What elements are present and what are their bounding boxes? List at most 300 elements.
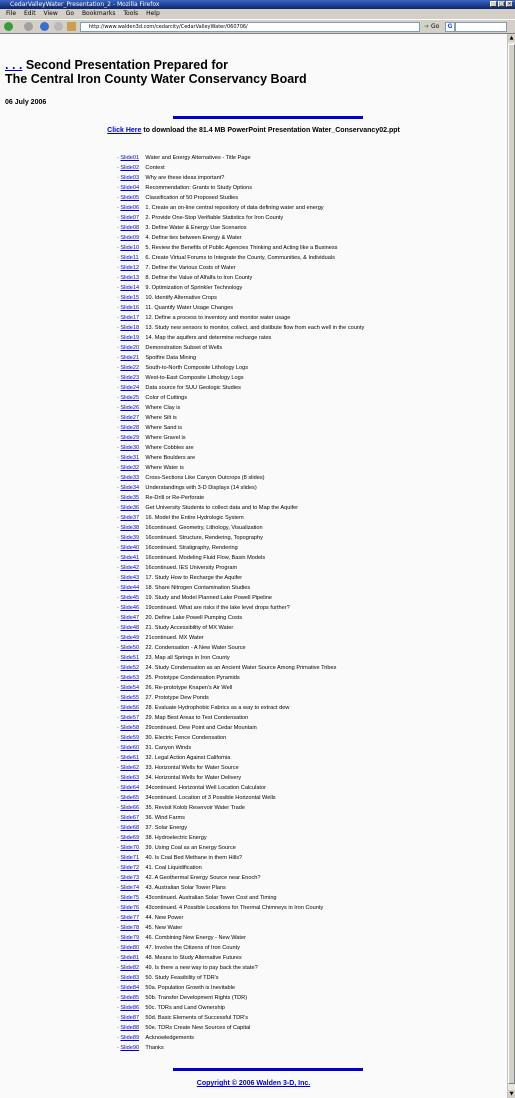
slide-link[interactable]: Slide34 (120, 485, 140, 491)
slide-link[interactable]: Slide31 (120, 455, 140, 461)
bullet-dash: - (117, 225, 121, 231)
slide-list-item (117, 373, 364, 383)
slide-list-item (117, 503, 364, 513)
slide-title: 41. Coal Liquidification (145, 865, 202, 871)
slide-link[interactable]: Slide44 (120, 585, 140, 591)
slide-title: 38. Hydroelectric Energy (145, 835, 207, 841)
slide-title: 37. Solar Energy (145, 825, 188, 831)
slide-link[interactable]: Slide68 (120, 825, 140, 831)
slide-list-item (117, 513, 364, 523)
heading-line2: The Central Iron County Water Conservancy Board (5, 72, 307, 86)
slide-list-item (117, 533, 364, 543)
slide-link[interactable]: Slide17 (120, 315, 140, 321)
download-line (0, 127, 507, 134)
bullet-dash: - (117, 235, 121, 241)
slide-title: 33. Horizontal Wells for Water Source (145, 765, 239, 771)
slide-link[interactable]: Slide15 (120, 295, 140, 301)
slide-list-item (117, 763, 364, 773)
address-bar[interactable]: http://www.walden3d.com/cedarcity/CedarValleyWater/060706/ (80, 22, 420, 32)
slide-title: Acknowledgements (145, 1035, 194, 1041)
slide-list-item (117, 253, 364, 263)
slide-link[interactable]: Slide35 (120, 495, 140, 501)
bullet-dash: - (117, 995, 121, 1001)
slide-link[interactable]: Slide57 (120, 715, 140, 721)
bullet-dash: - (117, 825, 121, 831)
slide-title: 19continued. What are risks if the lake level drops further? (145, 605, 290, 611)
bullet-dash: - (117, 965, 121, 971)
slide-title: 29continued. Dew Point and Cedar Mountain (145, 725, 257, 731)
bullet-dash: - (117, 675, 121, 681)
slide-link[interactable]: Slide55 (120, 695, 140, 701)
slide-list-item (117, 683, 364, 693)
bullet-dash: - (117, 175, 121, 181)
slide-link[interactable]: Slide43 (120, 575, 140, 581)
bullet-dash: - (117, 955, 121, 961)
slide-link[interactable]: Slide65 (120, 795, 140, 801)
slide-list-item (117, 903, 364, 913)
slide-link[interactable]: Slide48 (120, 625, 140, 631)
slide-link[interactable]: Slide79 (120, 935, 140, 941)
slide-title: 6. Create Virtual Forums to Integrate the County, Communities, & Individuals (145, 255, 335, 261)
slide-list-item (117, 333, 364, 343)
bullet-dash: - (117, 405, 121, 411)
slide-link[interactable]: Slide10 (120, 245, 140, 251)
slide-link[interactable]: Slide01 (120, 155, 140, 161)
slide-link[interactable]: Slide05 (120, 195, 140, 201)
slide-link[interactable]: Slide21 (120, 355, 140, 361)
slide-link[interactable]: Slide08 (120, 225, 140, 231)
slide-list-item (117, 363, 364, 373)
bullet-dash: - (117, 425, 121, 431)
slide-list-item (117, 163, 364, 173)
copyright-link[interactable]: Copyright © 2006 Walden 3-D, Inc. (196, 1080, 311, 1087)
bullet-dash: - (117, 595, 121, 601)
slide-title: Re-Drill or Re-Perforate (145, 495, 205, 501)
slide-list-item (117, 213, 364, 223)
slide-link[interactable]: Slide07 (120, 215, 140, 221)
slide-link[interactable]: Slide64 (120, 785, 140, 791)
bullet-dash: - (117, 485, 121, 491)
slide-list-item (117, 943, 364, 953)
slide-list-item (117, 833, 364, 843)
slide-link[interactable]: Slide47 (120, 615, 140, 621)
scroll-up-icon[interactable]: ▲ (509, 35, 514, 41)
download-link[interactable]: Click Here (107, 127, 142, 134)
back-icon[interactable] (4, 22, 13, 31)
slide-list-item (117, 353, 364, 363)
slide-title: 16continued. IES University Program (145, 565, 238, 571)
slide-list-item (117, 643, 364, 653)
slide-list-item (117, 883, 364, 893)
slide-link[interactable]: Slide13 (120, 275, 140, 281)
slide-link[interactable]: Slide76 (120, 905, 140, 911)
slide-list-item (117, 463, 364, 473)
slide-list-item (117, 603, 364, 613)
bullet-dash: - (117, 1015, 121, 1021)
bullet-dash: - (117, 585, 121, 591)
slide-list-item (117, 923, 364, 933)
slide-title: 2. Provide One-Stop Verifiable Statistics for Iron County (145, 215, 284, 221)
bullet-dash: - (117, 205, 121, 211)
slide-title: 16. Model the Entire Hydrologic System (145, 515, 244, 521)
slide-list-item (117, 393, 364, 403)
slide-link[interactable]: Slide22 (120, 365, 140, 371)
bullet-dash: - (117, 765, 121, 771)
slide-list-item (117, 273, 364, 283)
slide-link[interactable]: Slide80 (120, 945, 140, 951)
slide-title: 11. Quantify Water Usage Changes (145, 305, 234, 311)
slide-link[interactable]: Slide54 (120, 685, 140, 691)
slide-list-item (117, 443, 364, 453)
bullet-dash: - (117, 375, 121, 381)
slide-title: Understandings with 3-D Displays (14 slides) (145, 485, 257, 491)
slide-link[interactable]: Slide52 (120, 665, 140, 671)
slide-link[interactable]: Slide85 (120, 995, 140, 1001)
forward-icon[interactable] (24, 22, 33, 31)
bullet-dash: - (117, 315, 121, 321)
slide-link[interactable]: Slide60 (120, 745, 140, 751)
scroll-thumb[interactable] (508, 44, 515, 1084)
slide-title: 43. Australian Solar Tower Plans (145, 885, 226, 891)
slide-title: Classification of 50 Proposed Studies (145, 195, 239, 201)
slide-link[interactable]: Slide45 (120, 595, 140, 601)
slide-link[interactable]: Slide38 (120, 525, 140, 531)
slide-link[interactable]: Slide74 (120, 885, 140, 891)
slide-link[interactable]: Slide32 (120, 465, 140, 471)
bullet-dash: - (117, 975, 121, 981)
slide-title: Cross-Sections Like Canyon Outcrops (8 slides) (145, 475, 265, 481)
slide-link[interactable]: Slide58 (120, 725, 140, 731)
slide-title: 20. Define Lake Powell Pumping Costs (145, 615, 243, 621)
slide-link[interactable]: Slide67 (120, 815, 140, 821)
slide-list-item (117, 473, 364, 483)
bullet-dash: - (117, 635, 121, 641)
slide-link[interactable]: Slide89 (120, 1035, 140, 1041)
slide-title: 29. Map Best Areas to Test Condensation (145, 715, 249, 721)
bullet-dash: - (117, 545, 121, 551)
google-icon[interactable]: G (445, 22, 455, 32)
slide-list-item (117, 613, 364, 623)
slide-link[interactable]: Slide87 (120, 1015, 140, 1021)
slide-title: 19. Study and Model Planned Lake Powell Pipeline (145, 595, 272, 601)
bullet-dash: - (117, 445, 121, 451)
slide-title: 44. New Power (145, 915, 184, 921)
menu-bookmarks[interactable]: Bookmarks (81, 10, 116, 17)
slide-list-item (117, 963, 364, 973)
slide-link[interactable]: Slide14 (120, 285, 140, 291)
bullet-dash: - (117, 615, 121, 621)
slide-link[interactable]: Slide37 (120, 515, 140, 521)
home-icon[interactable] (67, 22, 76, 31)
slide-list-item (117, 523, 364, 533)
bullet-dash: - (117, 895, 121, 901)
slide-list-item (117, 893, 364, 903)
bullet-dash: - (117, 165, 121, 171)
slide-title: Where Clay is (145, 405, 181, 411)
slide-list-item (117, 663, 364, 673)
bullet-dash: - (117, 655, 121, 661)
slide-list-item (117, 653, 364, 663)
slide-link[interactable]: Slide42 (120, 565, 140, 571)
slide-list-item (117, 263, 364, 273)
go-label: Go (430, 23, 440, 30)
copyright-line (0, 1080, 507, 1087)
slide-title: 21. Study Accessibility of MX Water (145, 625, 234, 631)
bullet-dash: - (117, 665, 121, 671)
slide-title: 43continued. 4 Possible Locations for Thermal Chimneys in Iron County (145, 905, 324, 911)
slide-title: 50a. Population Growth is Inevitable (145, 985, 235, 991)
slide-list-item (117, 633, 364, 643)
slide-link[interactable]: Slide20 (120, 345, 140, 351)
slide-list-item (117, 573, 364, 583)
slide-title: Recommendation: Grants to Study Options (145, 185, 253, 191)
slide-list-item (117, 733, 364, 743)
stop-icon[interactable] (54, 22, 63, 31)
navigation-toolbar (0, 19, 515, 34)
slide-list-item (117, 913, 364, 923)
slide-list-item (117, 413, 364, 423)
slide-link[interactable]: Slide88 (120, 1025, 140, 1031)
page-date: 06 July 2006 (5, 99, 47, 106)
menu-tools[interactable]: Tools (123, 10, 139, 17)
bullet-dash: - (117, 845, 121, 851)
slide-list-item (117, 693, 364, 703)
bullet-dash: - (117, 395, 121, 401)
vertical-scrollbar[interactable] (507, 34, 515, 1098)
slide-link[interactable]: Slide82 (120, 965, 140, 971)
slide-title: 43continued. Australian Solar Tower Cost and Timing (145, 895, 277, 901)
slide-link[interactable]: Slide53 (120, 675, 140, 681)
slide-link[interactable]: Slide23 (120, 375, 140, 381)
bullet-dash: - (117, 1005, 121, 1011)
minimize-button[interactable]: _ (490, 1, 497, 7)
slide-title: Where Gravel is (145, 435, 186, 441)
slide-link[interactable]: Slide11 (120, 255, 139, 261)
slide-title: 21continued. MX Water (145, 635, 204, 641)
bullet-dash: - (117, 325, 121, 331)
bullet-dash: - (117, 255, 121, 261)
bullet-dash: - (117, 815, 121, 821)
menu-edit[interactable]: Edit (23, 10, 36, 17)
slide-link[interactable]: Slide84 (120, 985, 140, 991)
slide-link[interactable]: Slide16 (120, 305, 140, 311)
slide-list-item (117, 303, 364, 313)
search-input[interactable] (455, 22, 507, 32)
slide-link[interactable]: Slide70 (120, 845, 140, 851)
slide-list-item (117, 793, 364, 803)
slide-list-item (117, 583, 364, 593)
slide-link[interactable]: Slide02 (120, 165, 140, 171)
scroll-down-icon[interactable]: ▼ (509, 1091, 514, 1097)
slide-link[interactable]: Slide27 (120, 415, 140, 421)
slide-list-item (117, 563, 364, 573)
slide-list-item (117, 403, 364, 413)
bullet-dash: - (117, 465, 121, 471)
bullet-dash: - (117, 985, 121, 991)
slide-title: 50c. TDRs and Land Ownership (145, 1005, 225, 1011)
slide-title: Color of Cuttings (145, 395, 188, 401)
bullet-dash: - (117, 455, 121, 461)
slide-title: Data source for SUU Geologic Studies (145, 385, 241, 391)
slide-link[interactable]: Slide66 (120, 805, 140, 811)
slide-link[interactable]: Slide09 (120, 235, 140, 241)
bullet-dash: - (117, 775, 121, 781)
slide-link[interactable]: Slide63 (120, 775, 140, 781)
slide-title: 40. Is Coal Bed Methane in them Hills? (145, 855, 243, 861)
slide-link[interactable]: Slide19 (120, 335, 140, 341)
slide-link[interactable]: Slide24 (120, 385, 140, 391)
slide-list-item (117, 853, 364, 863)
slide-title: 12. Define a process to inventory and monitor water usage (145, 315, 291, 321)
bullet-dash: - (117, 1035, 121, 1041)
slide-list-item (117, 313, 364, 323)
slide-title: 50b. Transfer Development Rights (TDR) (145, 995, 248, 1001)
slide-link[interactable]: Slide33 (120, 475, 140, 481)
menu-bar (0, 9, 515, 19)
slide-list-item (117, 983, 364, 993)
bullet-dash: - (117, 565, 121, 571)
slide-link[interactable]: Slide59 (120, 735, 140, 741)
slide-list-item (117, 323, 364, 333)
slide-link[interactable]: Slide28 (120, 425, 140, 431)
slide-list-item (117, 423, 364, 433)
slide-link[interactable]: Slide78 (120, 925, 140, 931)
page-title (5, 58, 307, 86)
slide-list-item (117, 1033, 364, 1043)
slide-title: Water and Energy Alternatives - Title Page (145, 155, 251, 161)
bullet-dash: - (117, 185, 121, 191)
slide-link[interactable]: Slide12 (120, 265, 140, 271)
bullet-dash: - (117, 295, 121, 301)
slide-link[interactable]: Slide41 (120, 555, 140, 561)
slide-link[interactable]: Slide51 (120, 655, 140, 661)
close-button[interactable]: × (507, 1, 512, 7)
slide-title: 16continued. Structure, Rendering, Topography (145, 535, 263, 541)
bullet-dash: - (117, 735, 121, 741)
slide-title: 27. Prototype Dew Ponds (145, 695, 209, 701)
bullet-dash: - (117, 1025, 121, 1031)
slide-title: 3. Define Water & Energy Use Scenarios (145, 225, 247, 231)
slide-link[interactable]: Slide04 (120, 185, 140, 191)
slide-list-item (117, 453, 364, 463)
slide-link[interactable]: Slide26 (120, 405, 140, 411)
bullet-dash: - (117, 195, 121, 201)
slide-link[interactable]: Slide62 (120, 765, 140, 771)
slide-link[interactable]: Slide06 (120, 205, 140, 211)
slide-link[interactable]: Slide56 (120, 705, 140, 711)
slide-title: 50d. Basic Elements of Successful TDR's (145, 1015, 249, 1021)
slide-list-item (117, 343, 364, 353)
menu-go[interactable]: Go (65, 10, 75, 17)
slide-link[interactable]: Slide81 (120, 955, 140, 961)
slide-link[interactable]: Slide18 (120, 325, 140, 331)
slide-link[interactable]: Slide40 (120, 545, 140, 551)
bullet-dash: - (117, 415, 121, 421)
slide-link[interactable]: Slide03 (120, 175, 140, 181)
bullet-dash: - (117, 435, 121, 441)
bullet-dash: - (117, 725, 121, 731)
slide-link[interactable]: Slide69 (120, 835, 140, 841)
slide-link[interactable]: Slide25 (120, 395, 140, 401)
bullet-dash: - (117, 335, 121, 341)
slide-link[interactable]: Slide50 (120, 645, 140, 651)
bullet-dash: - (117, 785, 121, 791)
go-button[interactable]: ➜ Go (424, 23, 440, 30)
bullet-dash: - (117, 155, 121, 161)
slide-title: 4. Define ties between Energy & Water (145, 235, 242, 241)
slide-list-item (117, 293, 364, 303)
slide-list-item (117, 193, 364, 203)
slide-link[interactable]: Slide75 (120, 895, 140, 901)
menu-view[interactable]: View (43, 10, 58, 17)
maximize-button[interactable]: □ (499, 1, 504, 7)
slide-link[interactable]: Slide36 (120, 505, 140, 511)
slide-list-item (117, 973, 364, 983)
slide-title: 24. Study Condensation as an Ancient Water Source Among Primative Tribes (145, 665, 337, 671)
slide-link[interactable]: Slide30 (120, 445, 140, 451)
slide-link[interactable]: Slide29 (120, 435, 140, 441)
slide-link[interactable]: Slide71 (120, 855, 140, 861)
reload-icon[interactable] (40, 22, 49, 31)
bullet-dash: - (117, 305, 121, 311)
slide-list-item (117, 703, 364, 713)
slide-list-item (117, 553, 364, 563)
slide-title: 7. Define the Various Costs of Water (145, 265, 236, 271)
bullet-dash: - (117, 945, 121, 951)
slide-title: 46. Combining New Energy - New Water (145, 935, 246, 941)
slide-title: 13. Study new sensors to monitor, collect, and distibute flow from each well in the county (145, 325, 365, 331)
bullet-dash: - (117, 575, 121, 581)
slide-link[interactable]: Slide90 (120, 1045, 140, 1051)
slide-title: 28. Evaluate Hydrophobic Fabrics as a way to extract dew (145, 705, 290, 711)
bullet-dash: - (117, 805, 121, 811)
slide-list (117, 153, 364, 1053)
slide-list-item (117, 723, 364, 733)
slide-title: 23. Map all Springs in Iron County (145, 655, 230, 661)
slide-title: 16continued. Modeling Fluid Flow, Basin Models (145, 555, 266, 561)
ellipsis-link[interactable]: . . . (5, 58, 23, 72)
slide-link[interactable]: Slide72 (120, 865, 140, 871)
slide-link[interactable]: Slide46 (120, 605, 140, 611)
bullet-dash: - (117, 705, 121, 711)
bullet-dash: - (117, 745, 121, 751)
slide-link[interactable]: Slide61 (120, 755, 140, 761)
bullet-dash: - (117, 645, 121, 651)
slide-list-item (117, 873, 364, 883)
slide-link[interactable]: Slide83 (120, 975, 140, 981)
slide-title: Spotfire Data Mining (145, 355, 197, 361)
slide-title: 49. Is there a new way to pay back the state? (145, 965, 258, 971)
slide-title: 47. Involve the Citizens of Iron County (145, 945, 240, 951)
slide-link[interactable]: Slide77 (120, 915, 140, 921)
bullet-dash: - (117, 905, 121, 911)
slide-title: Where Boulders are (145, 455, 196, 461)
slide-link[interactable]: Slide73 (120, 875, 140, 881)
slide-list-item (117, 773, 364, 783)
slide-link[interactable]: Slide86 (120, 1005, 140, 1011)
slide-link[interactable]: Slide39 (120, 535, 140, 541)
slide-title: Thanks (145, 1045, 164, 1051)
menu-file[interactable]: File (6, 10, 17, 17)
slide-link[interactable]: Slide49 (120, 635, 140, 641)
bullet-dash: - (117, 525, 121, 531)
slide-title: 36. Wind Farms (145, 815, 185, 821)
bullet-dash: - (117, 365, 121, 371)
slide-list-item (117, 673, 364, 683)
slide-list-item (117, 933, 364, 943)
top-divider (173, 116, 363, 119)
menu-help[interactable]: Help (146, 10, 160, 17)
